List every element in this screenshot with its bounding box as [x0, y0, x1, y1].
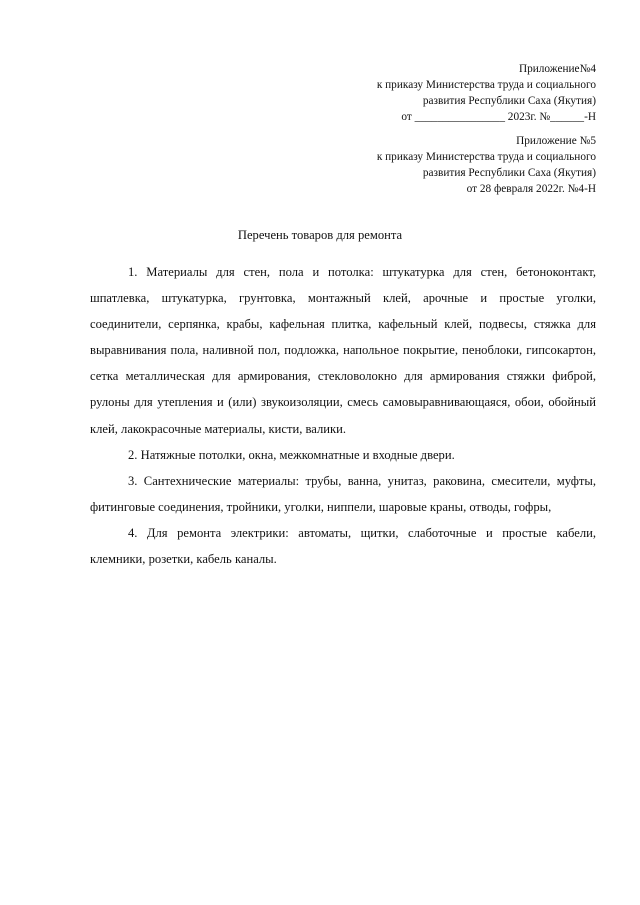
list-item: 1. Материалы для стен, пола и потолка: штукатурка для стен, бетоноконтакт, шпатлевка, штукатурка, грунтовка, монтажный клей, арочные и простые уголки, соединители, серпянка, крабы, кафельная плитка, кафельный клей, подвесы, стяжка для выравнивания пола, наливной пол, подложка, напольное покрытие, пеноблоки, гипсокартон, сетка металлическая для армирования, стекловолокно для армирования стяжки фиброй, рулоны для утепления и (или) звукоизоляции, смесь самовыравнивающаяся, обои, обойный клей, лакокрасочные материалы, кисти, валики.	[90, 265, 596, 436]
appendix-5-line: Приложение №5	[516, 135, 596, 147]
list-item: 4. Для ремонта электрики: автоматы, щитки, слаботочные и простые кабели, клемники, розетки, кабель каналы.	[90, 525, 596, 567]
appendix-5-line: от 28 февраля 2022г. №4-Н	[466, 183, 596, 195]
list-item: 3. Сантехнические материалы: трубы, ванна, унитаз, раковина, смесители, муфты, фитинговые соединения, тройники, уголки, ниппели, шаровые краны, отводы, гофры,	[90, 473, 596, 514]
appendix-4-line: развития Республики Саха (Якутия)	[422, 95, 596, 107]
goods-list	[90, 259, 596, 572]
appendix-4-line: к приказу Министерства труда и социального	[376, 79, 596, 91]
appendix-5-line: развития Республики Саха (Якутия)	[422, 167, 596, 179]
appendix-5-line: к приказу Министерства труда и социального	[376, 151, 596, 163]
appendix-4-line: от ________________ 2023г. №______-Н	[401, 111, 596, 123]
appendix-4-line: Приложение№4	[518, 63, 596, 75]
document-title: Перечень товаров для ремонта	[237, 228, 403, 242]
list-item: 2. Натяжные потолки, окна, межкомнатные и входные двери.	[128, 447, 455, 462]
appendix-5-header	[236, 133, 596, 197]
appendix-4-header	[236, 61, 596, 125]
